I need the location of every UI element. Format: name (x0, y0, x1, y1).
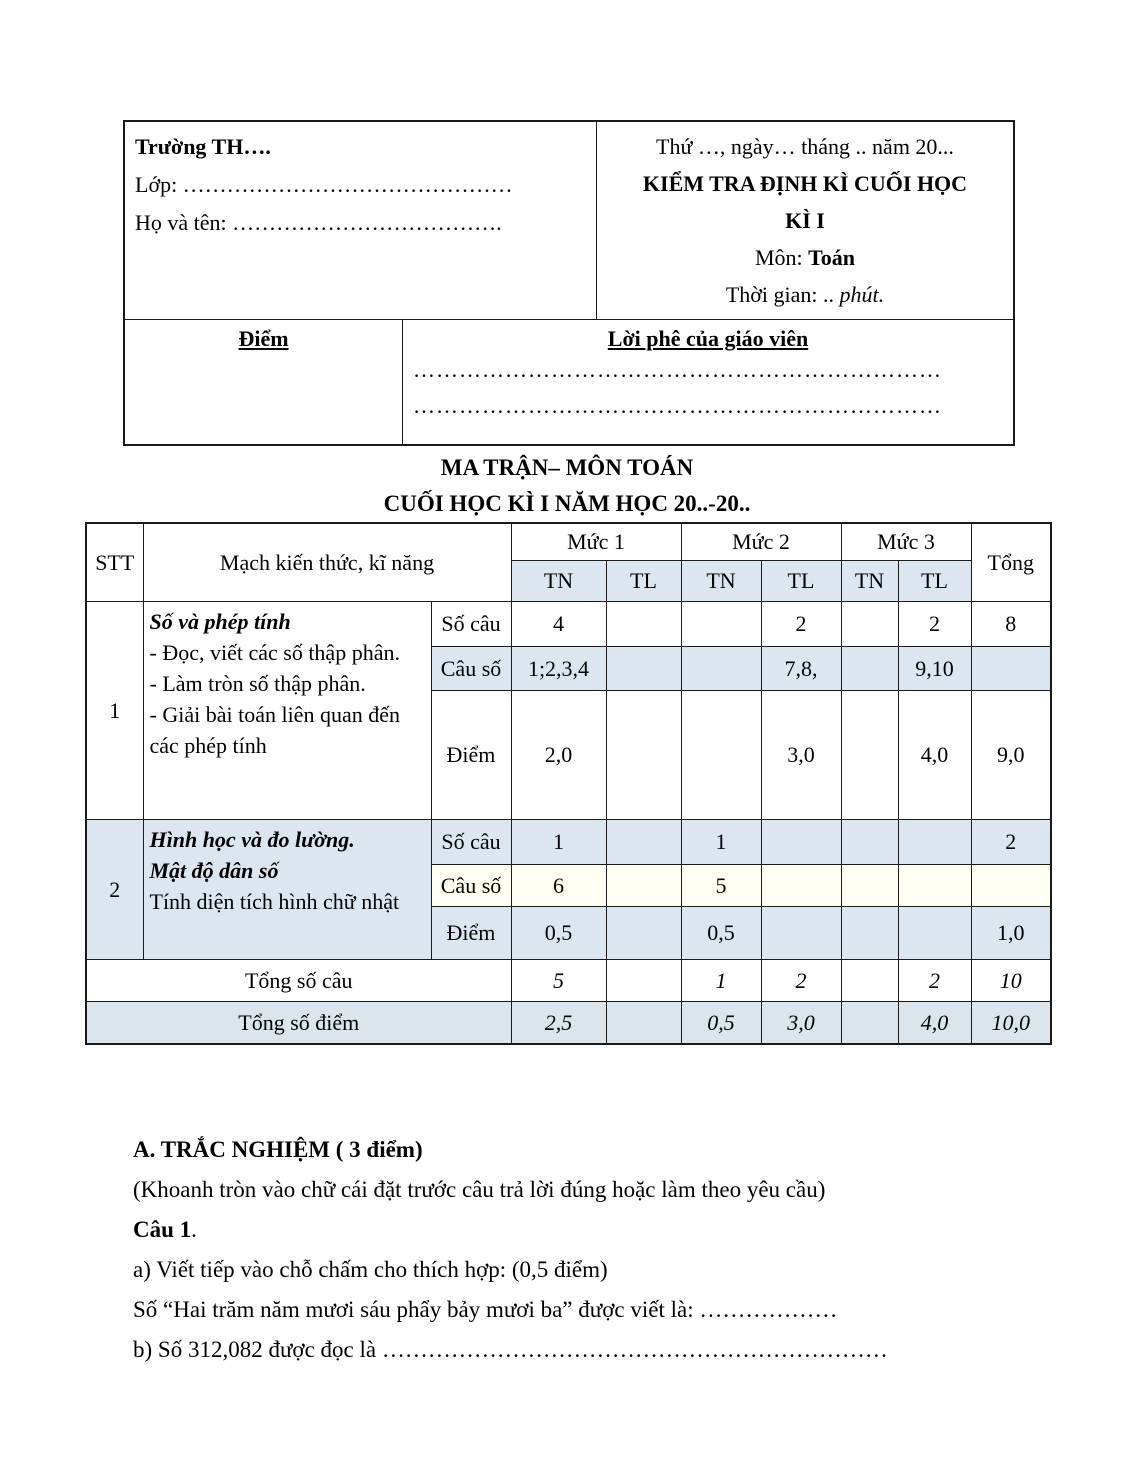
row2-diem-value: 0,5 (681, 907, 761, 960)
row2-causo-value (761, 865, 841, 907)
row2-socau-value: 2 (971, 820, 1051, 865)
row1-topic-line: - Giải bài toán liên quan đến các phép tính (149, 702, 400, 758)
comment-dotted-line: …………………………………………………………… (413, 393, 942, 418)
col-header-tn3: TN (841, 561, 898, 602)
col-header-total: Tổng (971, 523, 1051, 602)
school-info-cell (124, 121, 597, 320)
col-header-strand: Mạch kiến thức, kĩ năng (143, 523, 511, 602)
total-points-value: 0,5 (681, 1002, 761, 1045)
row2-diem-value (761, 907, 841, 960)
row1-stt: 1 (86, 602, 143, 820)
row1-topic-line: - Đọc, viết các số thập phân. (149, 640, 400, 665)
matrix-title-line2: CUỐI HỌC KÌ I NĂM HỌC 20..-20.. (383, 491, 751, 516)
row2-socau-value: 1 (681, 820, 761, 865)
row1-causo-value (841, 647, 898, 691)
total-questions-value (841, 960, 898, 1002)
row2-causo-label: Câu số (431, 865, 511, 907)
total-points-value (606, 1002, 681, 1045)
row1-topic-line: - Làm tròn số thập phân. (149, 671, 366, 696)
row2-diem-value: 0,5 (511, 907, 606, 960)
row1-diem-value: 4,0 (898, 691, 971, 820)
row2-topic-line: Hình học và đo lường. (149, 827, 355, 852)
question-1a-fill-line: Số “Hai trăm năm mươi sáu phẩy bảy mươi ba” được viết là: ……………… (133, 1297, 838, 1322)
question-1-label-line (133, 1210, 1083, 1250)
row1-socau-value: 2 (898, 602, 971, 647)
col-header-tn2: TN (681, 561, 761, 602)
matrix-table (85, 522, 1052, 1045)
matrix-title-line1: MA TRẬN– MÔN TOÁN (440, 455, 694, 480)
row2-topic-line: Mật độ dân số (149, 858, 279, 883)
row2-causo-value (898, 865, 971, 907)
row2-diem-value: 1,0 (971, 907, 1051, 960)
total-points-label: Tổng số điểm (86, 1002, 511, 1045)
row2-causo-value (971, 865, 1051, 907)
row1-causo-value (971, 647, 1051, 691)
exam-info-cell (597, 121, 1015, 320)
total-points-value: 3,0 (761, 1002, 841, 1045)
student-name-fill-line: Họ và tên: ………………………………. (135, 210, 502, 235)
row2-causo-value (606, 865, 681, 907)
time-line (607, 276, 1003, 313)
question-1a-prompt: a) Viết tiếp vào chỗ chấm cho thích hợp: (0,5 điểm) (133, 1257, 608, 1282)
row1-topic-line: Số và phép tính (149, 609, 291, 634)
exam-title-line2: KÌ I (785, 208, 825, 233)
row2-stt: 2 (86, 820, 143, 960)
total-points-value: 4,0 (898, 1002, 971, 1045)
row1-diem-value: 9,0 (971, 691, 1051, 820)
total-questions-value: 5 (511, 960, 606, 1002)
row2-diem-value (898, 907, 971, 960)
row2-causo-value (841, 865, 898, 907)
col-header-tl3: TL (898, 561, 971, 602)
matrix-title (0, 450, 1134, 522)
row2-topic-line: Tính diện tích hình chữ nhật (149, 889, 400, 914)
row1-socau-value (841, 602, 898, 647)
time-value: phút. (839, 282, 885, 307)
row1-causo-value (681, 647, 761, 691)
row1-socau-value: 4 (511, 602, 606, 647)
section-a-instruction: (Khoanh tròn vào chữ cái đặt trước câu trả lời đúng hoặc làm theo yêu cầu) (133, 1177, 826, 1202)
total-points-value (841, 1002, 898, 1045)
subject-value: Toán (808, 245, 856, 270)
row1-diem-value (841, 691, 898, 820)
col-header-tl2: TL (761, 561, 841, 602)
question-1-label-dot: . (191, 1217, 197, 1242)
row1-socau-value: 8 (971, 602, 1051, 647)
row2-socau-value (606, 820, 681, 865)
teacher-comment-cell (403, 320, 1015, 446)
score-label: Điểm (238, 326, 289, 351)
row2-causo-value: 5 (681, 865, 761, 907)
row1-causo-label: Câu số (431, 647, 511, 691)
subject-label: Môn: (754, 245, 809, 270)
header-table (123, 120, 1015, 446)
row2-socau-value (898, 820, 971, 865)
subject-line (607, 239, 1003, 276)
row1-diem-value (681, 691, 761, 820)
row1-diem-value: 2,0 (511, 691, 606, 820)
total-points-value: 2,5 (511, 1002, 606, 1045)
row1-causo-value: 9,10 (898, 647, 971, 691)
total-questions-value: 10 (971, 960, 1051, 1002)
col-header-tl1: TL (606, 561, 681, 602)
col-header-level3: Mức 3 (841, 523, 971, 561)
row1-causo-value (606, 647, 681, 691)
row2-socau-label: Số câu (431, 820, 511, 865)
exam-title-line1: KIỂM TRA ĐỊNH KÌ CUỐI HỌC (642, 171, 968, 196)
row2-socau-value (841, 820, 898, 865)
question-1b-fill-line: b) Số 312,082 được đọc là ………………………………………………………… (133, 1337, 888, 1362)
total-questions-value: 2 (898, 960, 971, 1002)
row1-causo-value: 7,8, (761, 647, 841, 691)
row1-socau-label: Số câu (431, 602, 511, 647)
total-questions-label: Tổng số câu (86, 960, 511, 1002)
total-questions-value (606, 960, 681, 1002)
question-1-label: Câu 1 (133, 1217, 192, 1242)
class-fill-line: Lớp: ……………………………………… (135, 172, 513, 197)
row1-socau-value (606, 602, 681, 647)
comment-dotted-line: …………………………………………………………… (413, 357, 942, 382)
row1-diem-value: 3,0 (761, 691, 841, 820)
col-header-level2: Mức 2 (681, 523, 841, 561)
col-header-level1: Mức 1 (511, 523, 681, 561)
col-header-tn1: TN (511, 561, 606, 602)
row2-topic (143, 820, 431, 960)
total-points-value: 10,0 (971, 1002, 1051, 1045)
total-questions-value: 2 (761, 960, 841, 1002)
exam-date-line: Thứ …, ngày… tháng .. năm 20... (656, 134, 954, 159)
section-a-heading: A. TRẮC NGHIỆM ( 3 điểm) (133, 1137, 423, 1162)
row2-diem-label: Điểm (431, 907, 511, 960)
teacher-comment-label: Lời phê của giáo viên (607, 326, 809, 351)
row1-causo-value: 1;2,3,4 (511, 647, 606, 691)
row1-diem-value (606, 691, 681, 820)
row2-diem-value (606, 907, 681, 960)
school-name-line: Trường TH…. (135, 134, 271, 159)
section-a (133, 1130, 1083, 1370)
score-cell (124, 320, 403, 446)
row2-socau-value: 1 (511, 820, 606, 865)
time-label: Thời gian: .. (725, 282, 840, 307)
col-header-stt: STT (86, 523, 143, 602)
row1-socau-value (681, 602, 761, 647)
row2-socau-value (761, 820, 841, 865)
row2-diem-value (841, 907, 898, 960)
total-questions-value: 1 (681, 960, 761, 1002)
row1-diem-label: Điểm (431, 691, 511, 820)
row1-topic (143, 602, 431, 820)
row1-socau-value: 2 (761, 602, 841, 647)
row2-causo-value: 6 (511, 865, 606, 907)
